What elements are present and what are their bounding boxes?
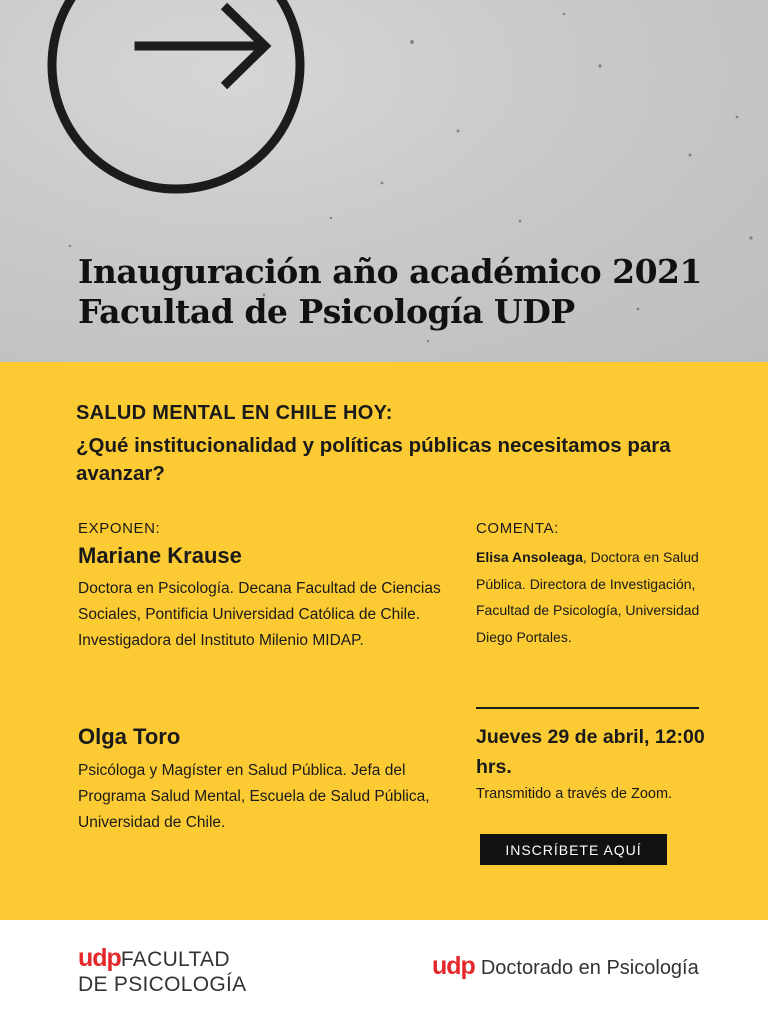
- divider: [476, 707, 699, 709]
- speaker-bio: Psicóloga y Magíster en Salud Pública. Jefa del Programa Salud Mental, Escuela de Salud Pública, Universidad de Chile.: [78, 762, 430, 831]
- event-title-line1: Inauguración año académico 2021: [78, 252, 702, 291]
- topic-question: ¿Qué institucionalidad y políticas públicas necesitamos para avanzar?: [76, 434, 671, 485]
- event-title: [78, 252, 738, 332]
- register-button[interactable]: INSCRÍBETE AQUÍ: [480, 834, 667, 865]
- footer: [0, 920, 768, 1024]
- event-title-line2: Facultad de Psicología UDP: [78, 292, 575, 331]
- faculty-logo-line1: FACULTAD: [120, 948, 230, 971]
- udp-logo-mark: udp: [78, 944, 121, 972]
- commentator-label: COMENTA:: [476, 520, 559, 537]
- faculty-logo: [78, 946, 246, 998]
- speaker-bio: Doctora en Psicología. Decana Facultad de Ciencias Sociales, Pontificia Universidad Católica de Chile. Investigadora del Instituto Milenio MIDAP.: [78, 580, 441, 649]
- doctorate-program-name: Doctorado en Psicología: [480, 957, 699, 979]
- doctorate-logo: [432, 952, 699, 981]
- faculty-logo-line2: DE PSICOLOGÍA: [78, 973, 247, 996]
- hero-banner: [0, 0, 768, 362]
- speakers-label: EXPONEN:: [78, 520, 161, 537]
- commentator-bio: [476, 544, 716, 650]
- topic-kicker: SALUD MENTAL EN CHILE HOY:: [76, 402, 393, 424]
- commentator-name: Elisa Ansoleaga: [476, 549, 583, 565]
- speaker-name: Olga Toro: [78, 724, 181, 749]
- event-stream-note: Transmitido a través de Zoom.: [476, 786, 673, 802]
- udp-logo-mark: udp: [432, 952, 475, 980]
- speaker-name: Mariane Krause: [78, 543, 242, 568]
- commentator-description: , Doctora en Salud Pública. Directora de Investigación, Facultad de Psicología, Universidad Diego Portales.: [476, 549, 700, 645]
- info-panel: [0, 362, 768, 920]
- event-date: Jueves 29 de abril, 12:00 hrs.: [476, 726, 705, 778]
